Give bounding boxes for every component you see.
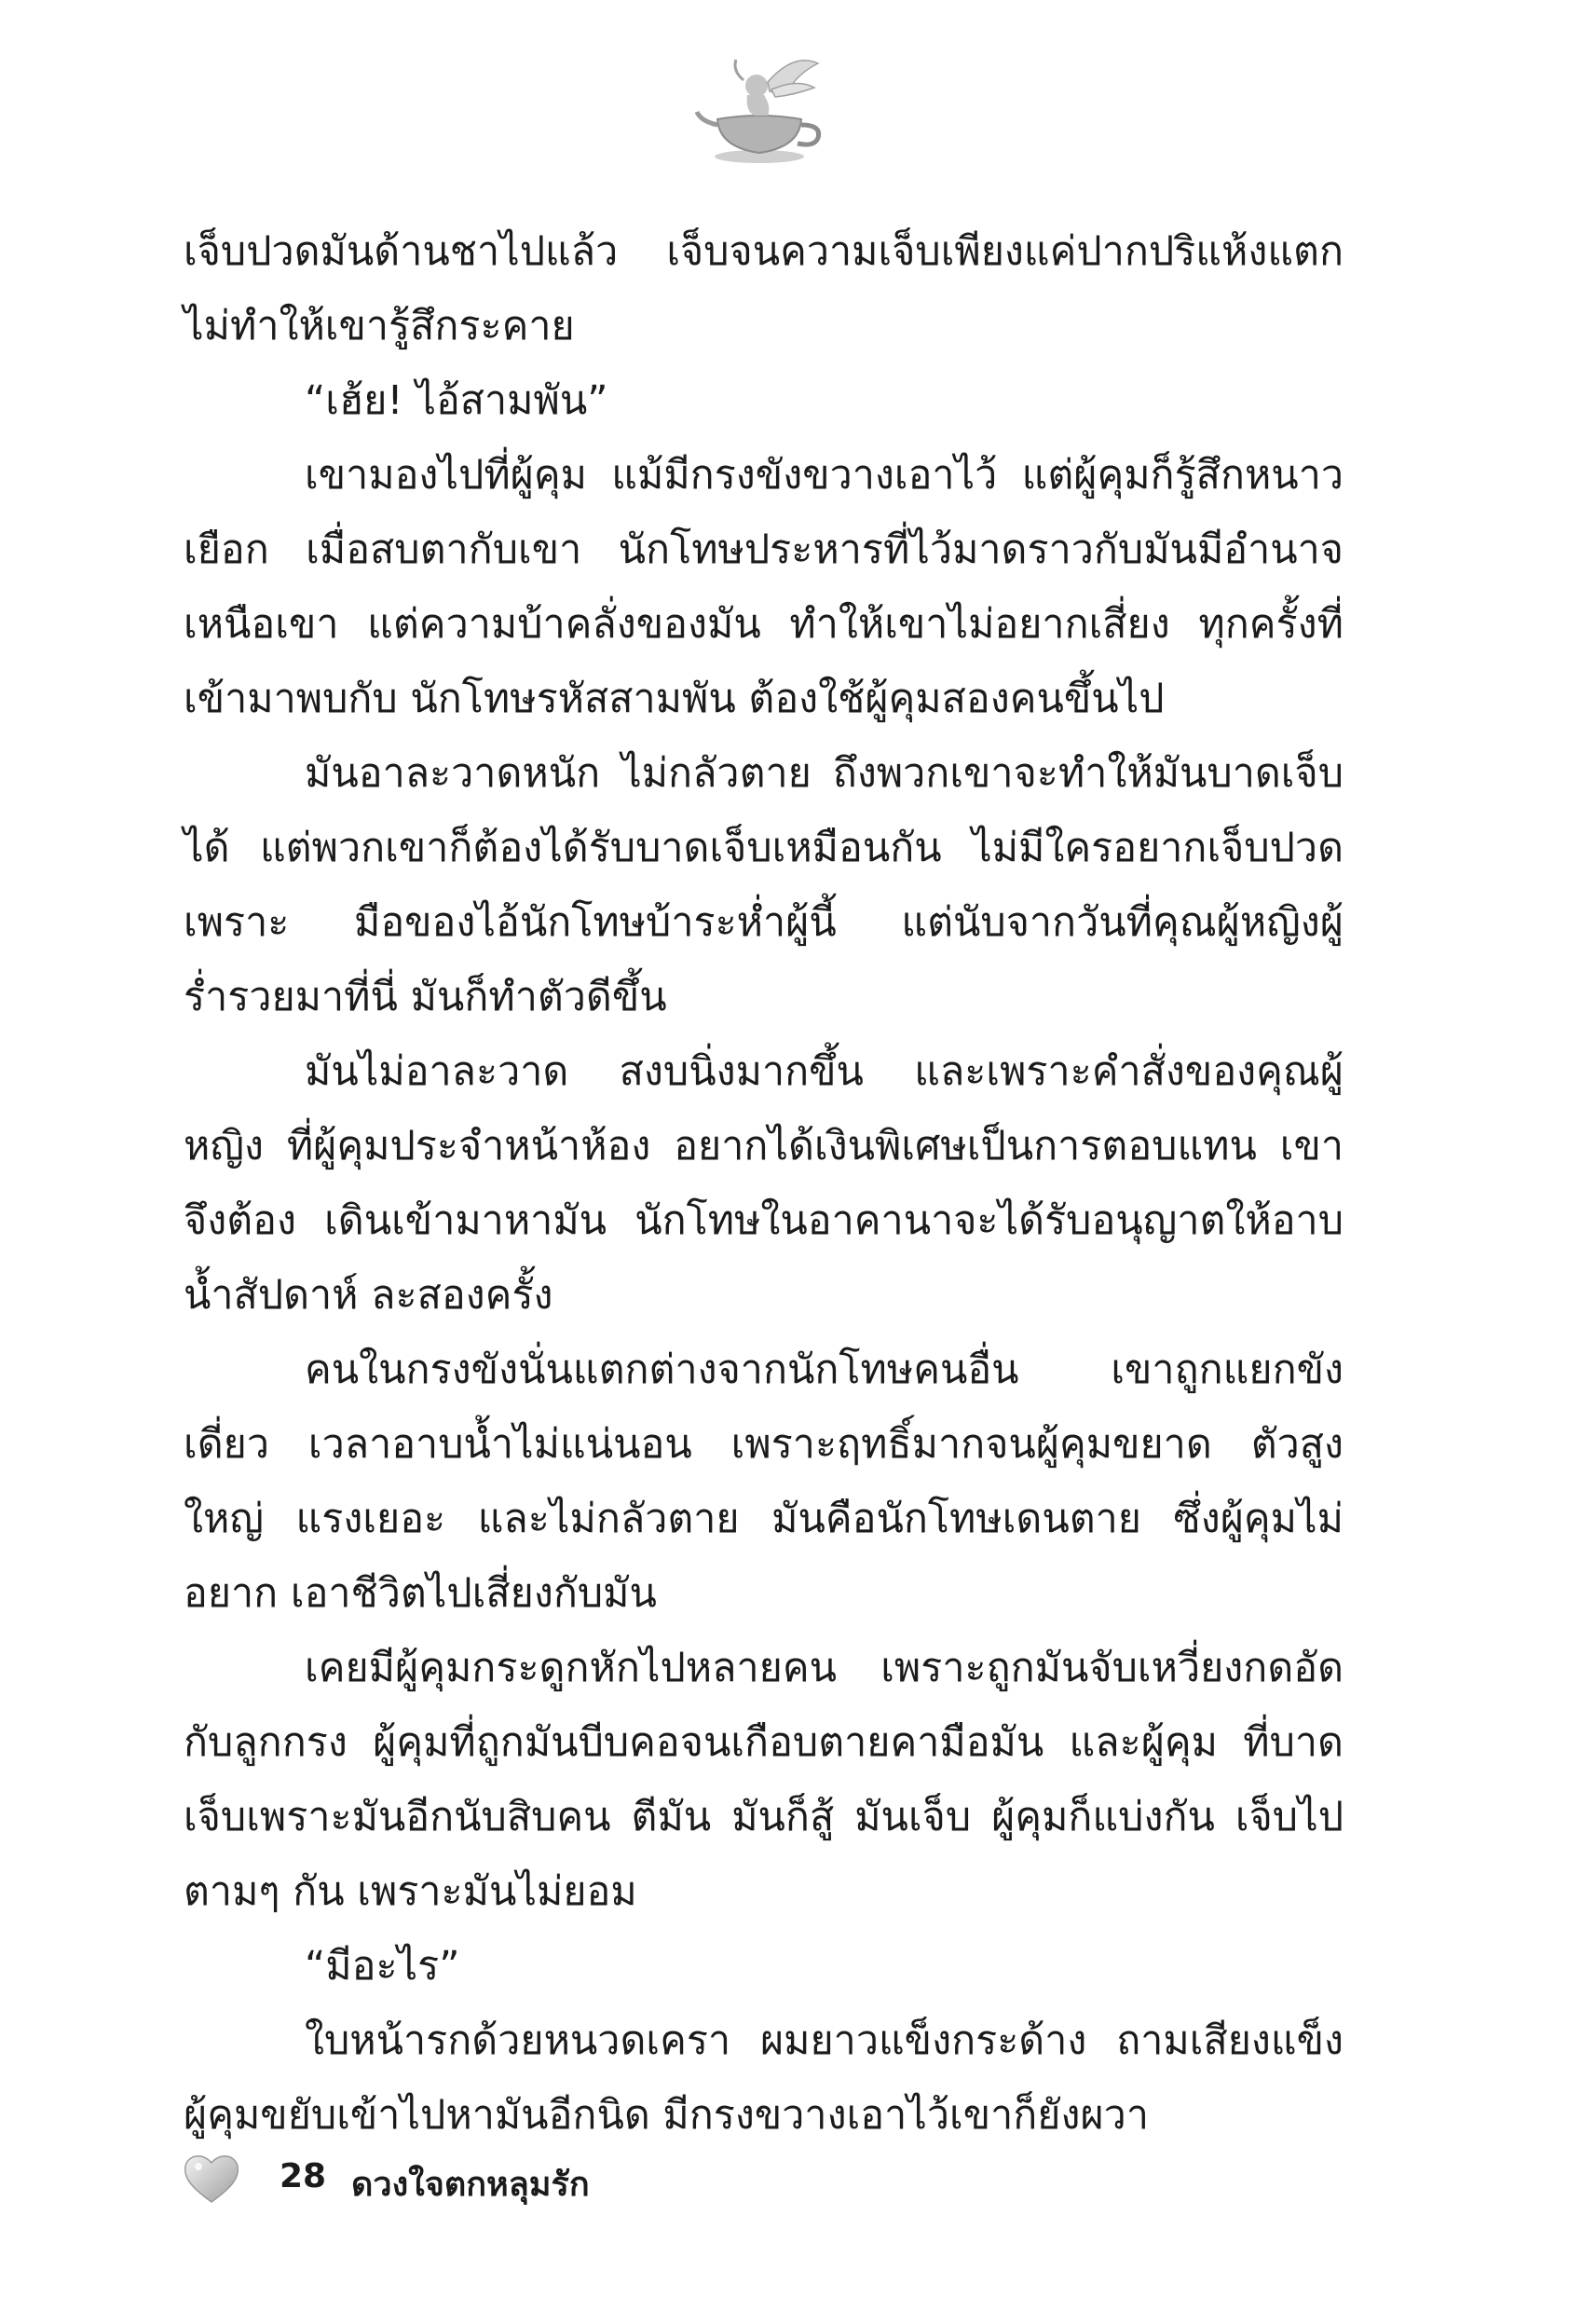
book-title: ดวงใจตกหลุมรัก [351,2166,590,2204]
paragraph-2: “เฮ้ย! ไอ้สามพัน” [305,377,608,424]
paragraph-1: เจ็บปวดมันด้านชาไปแล้ว เจ็บจนความเจ็บเพียงแค่ปากปริแห้งแตก ไม่ทำให้เขารู้สึกระคาย [184,228,1344,349]
paragraph-5: มันไม่อาละวาด สงบนิ่งมากขึ้น และเพราะคำสั่งของคุณผู้หญิง ที่ผู้คุมประจำหน้าห้อง อยากได้เงินพิเศษเป็นการตอบแทน เขาจึงต้อง เดินเข้ามาหามัน นักโทษในอาคานาจะได้รับอนุญาตให้อาบน้ำสัปดาห์ ละสองครั้ง [184,1048,1344,1319]
cupid-teacup-icon [689,47,829,168]
paragraph-9: ใบหน้ารกด้วยหนวดเครา ผมยาวแข็งกระด้าง ถามเสียงแข็ง ผู้คุมขยับเข้าไปหามันอีกนิด มีกรงขวางเอาไว้เขาก็ยังผวา [184,2017,1344,2139]
paragraph-6: คนในกรงขังนั่นแตกต่างจากนักโทษคนอื่น เขาถูกแยกขังเดี่ยว เวลาอาบน้ำไม่แน่นอน เพราะฤทธิ์มากจนผู้คุมขยาด ตัวสูงใหญ่ แรงเยอะ และไม่กลัวตาย มันคือนักโทษเดนตาย ซึ่งผู้คุมไม่อยาก เอาชีวิตไปเสี่ยงกับมัน [184,1347,1344,1617]
paragraph-3: เขามองไปที่ผู้คุม แม้มีกรงขังขวางเอาไว้ แต่ผู้คุมก็รู้สึกหนาวเยือก เมื่อสบตากับเขา นักโทษประหารที่ไว้มาดราวกับมันมีอำนาจเหนือเขา แต่ความบ้าคลั่งของมัน ทำให้เขาไม่อยากเสี่ยง ทุกครั้งที่เข้ามาพบกับ นักโทษรหัสสามพัน ต้องใช้ผู้คุมสองคนขึ้นไป [184,452,1344,722]
body-text [184,214,1344,2153]
heart-icon [182,2150,241,2206]
paragraph-8: “มีอะไร” [305,1943,460,1990]
paragraph-7: เคยมีผู้คุมกระดูกหักไปหลายคน เพราะถูกมันจับเหวี่ยงกดอัด กับลูกกรง ผู้คุมที่ถูกมันบีบคอจนเกือบตายคามือมัน และผู้คุม ที่บาดเจ็บเพราะมันอีกนับสิบคน ตีมัน มันก็สู้ มันเจ็บ ผู้คุมก็แบ่งกัน เจ็บไปตามๆ กัน เพราะมันไม่ยอม [184,1645,1344,1915]
paragraph-4: มันอาละวาดหนัก ไม่กลัวตาย ถึงพวกเขาจะทำให้มันบาดเจ็บได้ แต่พวกเขาก็ต้องได้รับบาดเจ็บเหมือนกัน ไม่มีใครอยากเจ็บปวดเพราะ มือของไอ้นักโทษบ้าระห่ำผู้นี้ แต่นับจากวันที่คุณผู้หญิงผู้ร่ำรวยมาที่นี่ มันก็ทำตัวดีขึ้น [184,750,1344,1020]
page-number: 28 [280,2157,327,2195]
page-footer [182,2148,927,2213]
